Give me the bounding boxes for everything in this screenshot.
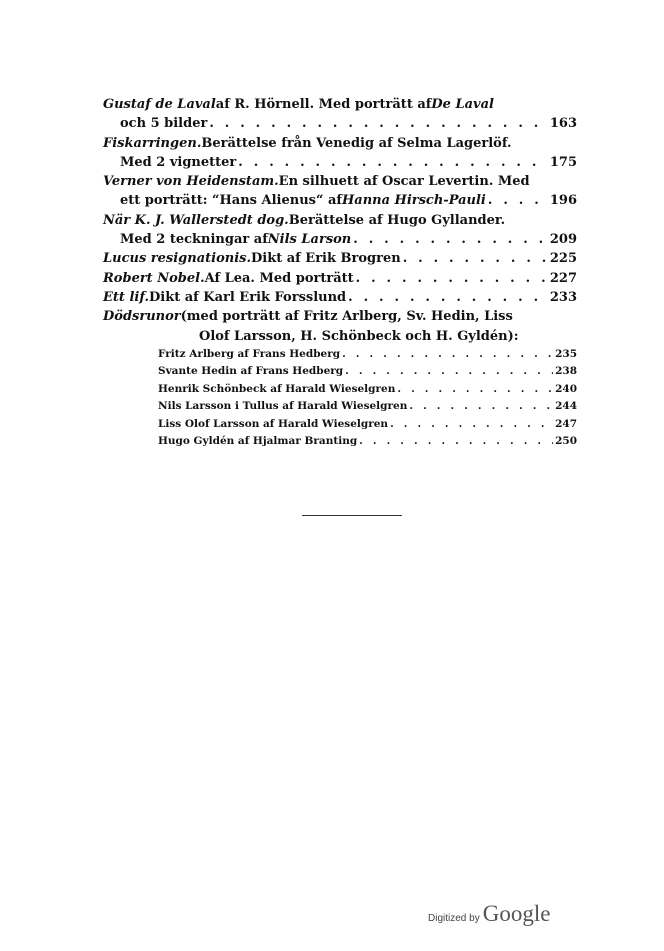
page-number: 250 [555,435,577,448]
entry-text: Med 2 teckningar af [120,232,268,248]
toc-entry [103,172,577,211]
sub-entry-label: Fritz Arlberg af Frans Hedberg [158,347,341,360]
leader-dots [238,153,548,172]
toc-entry [103,288,577,307]
toc-sub-entry [103,433,577,451]
entry-text-italic: Nils Larson [267,232,352,248]
entry-text: Olof Larsson, H. Schönbeck och H. Gyldén): [199,328,519,344]
entry-text: Berättelse af Hugo Gyllander. [288,212,506,228]
toc-entry [103,95,577,134]
entry-text: och 5 bilder [120,116,208,132]
digitized-by-label: Digitized by [428,913,480,924]
toc-entry [103,249,577,268]
entry-text: (med porträtt af Fritz Arlberg, Sv. Hedin, Liss [180,309,513,325]
entry-text: Berättelse från Venedig af Selma Lagerlöf. [201,135,512,151]
page-number: 225 [549,251,577,267]
toc-sub-entry [103,416,577,434]
sub-entry-label: Liss Olof Larsson af Harald Wieselgren [158,417,389,430]
entry-title: Verner von Heidenstam. [103,174,279,190]
page-number: 175 [549,154,577,170]
leader-dots [397,381,553,399]
entry-text: Af Lea. Med porträtt [204,270,354,286]
leader-dots [345,363,553,381]
google-logo: Google [482,901,551,926]
entry-text-italic: De Laval [431,97,494,112]
leader-dots [488,191,548,210]
toc-entry [103,134,577,173]
entry-title: Robert Nobel. [103,270,205,286]
table-of-contents [103,95,577,451]
entry-text: En silhuett af Oscar Levertin. Med [278,174,530,190]
page-number: 209 [549,232,577,248]
leader-dots [209,114,548,133]
leader-dots [403,249,548,268]
entry-text-italic: Hanna Hirsch-Pauli [341,193,486,209]
entry-text: Med 2 vignetter [120,154,237,170]
sub-entry-label: Svante Hedin af Frans Hedberg [158,365,344,378]
entry-text: ett porträtt: “Hans Alienus“ af [120,193,342,209]
page-number: 244 [555,400,577,413]
page-number: 227 [549,270,577,286]
toc-sub-entry [103,363,577,381]
leader-dots [353,230,548,249]
digitized-watermark [428,901,550,927]
entry-title: Dödsrunor [103,309,181,325]
entry-title: Gustaf de Laval [103,97,216,112]
page-number: 247 [555,417,577,430]
page-number: 240 [555,382,577,395]
leader-dots [409,398,553,416]
page-number: 196 [549,193,577,209]
leader-dots [342,346,553,364]
toc-sub-entry [103,346,577,364]
sub-entry-label: Hugo Gyldén af Hjalmar Branting [158,435,358,448]
entry-text: Dikt af Erik Brogren [251,251,401,267]
entry-text: af R. Hörnell. Med porträtt af [215,97,432,112]
entry-title: Ett lif. [103,289,149,305]
toc-sub-entry [103,381,577,399]
entry-title: När K. J. Wallerstedt dog. [103,212,289,228]
entry-title: Fiskarringen. [103,135,202,151]
page-number: 238 [555,365,577,378]
entry-text: Dikt af Karl Erik Forsslund [148,289,347,305]
leader-dots [348,288,548,307]
sub-entry-label: Nils Larsson i Tullus af Harald Wieselgren [158,400,408,413]
toc-sub-entry [103,398,577,416]
toc-entry [103,211,577,250]
toc-entry [103,269,577,288]
leader-dots [356,269,548,288]
leader-dots [359,433,553,451]
sub-entry-label: Henrik Schönbeck af Harald Wieselgren [158,382,396,395]
entry-title: Lucus resignationis. [103,251,251,267]
page-number: 163 [549,116,577,132]
page-number: 235 [555,347,577,360]
toc-entry [103,307,577,346]
leader-dots [390,416,553,434]
section-divider [302,515,402,516]
page-number: 233 [549,289,577,305]
